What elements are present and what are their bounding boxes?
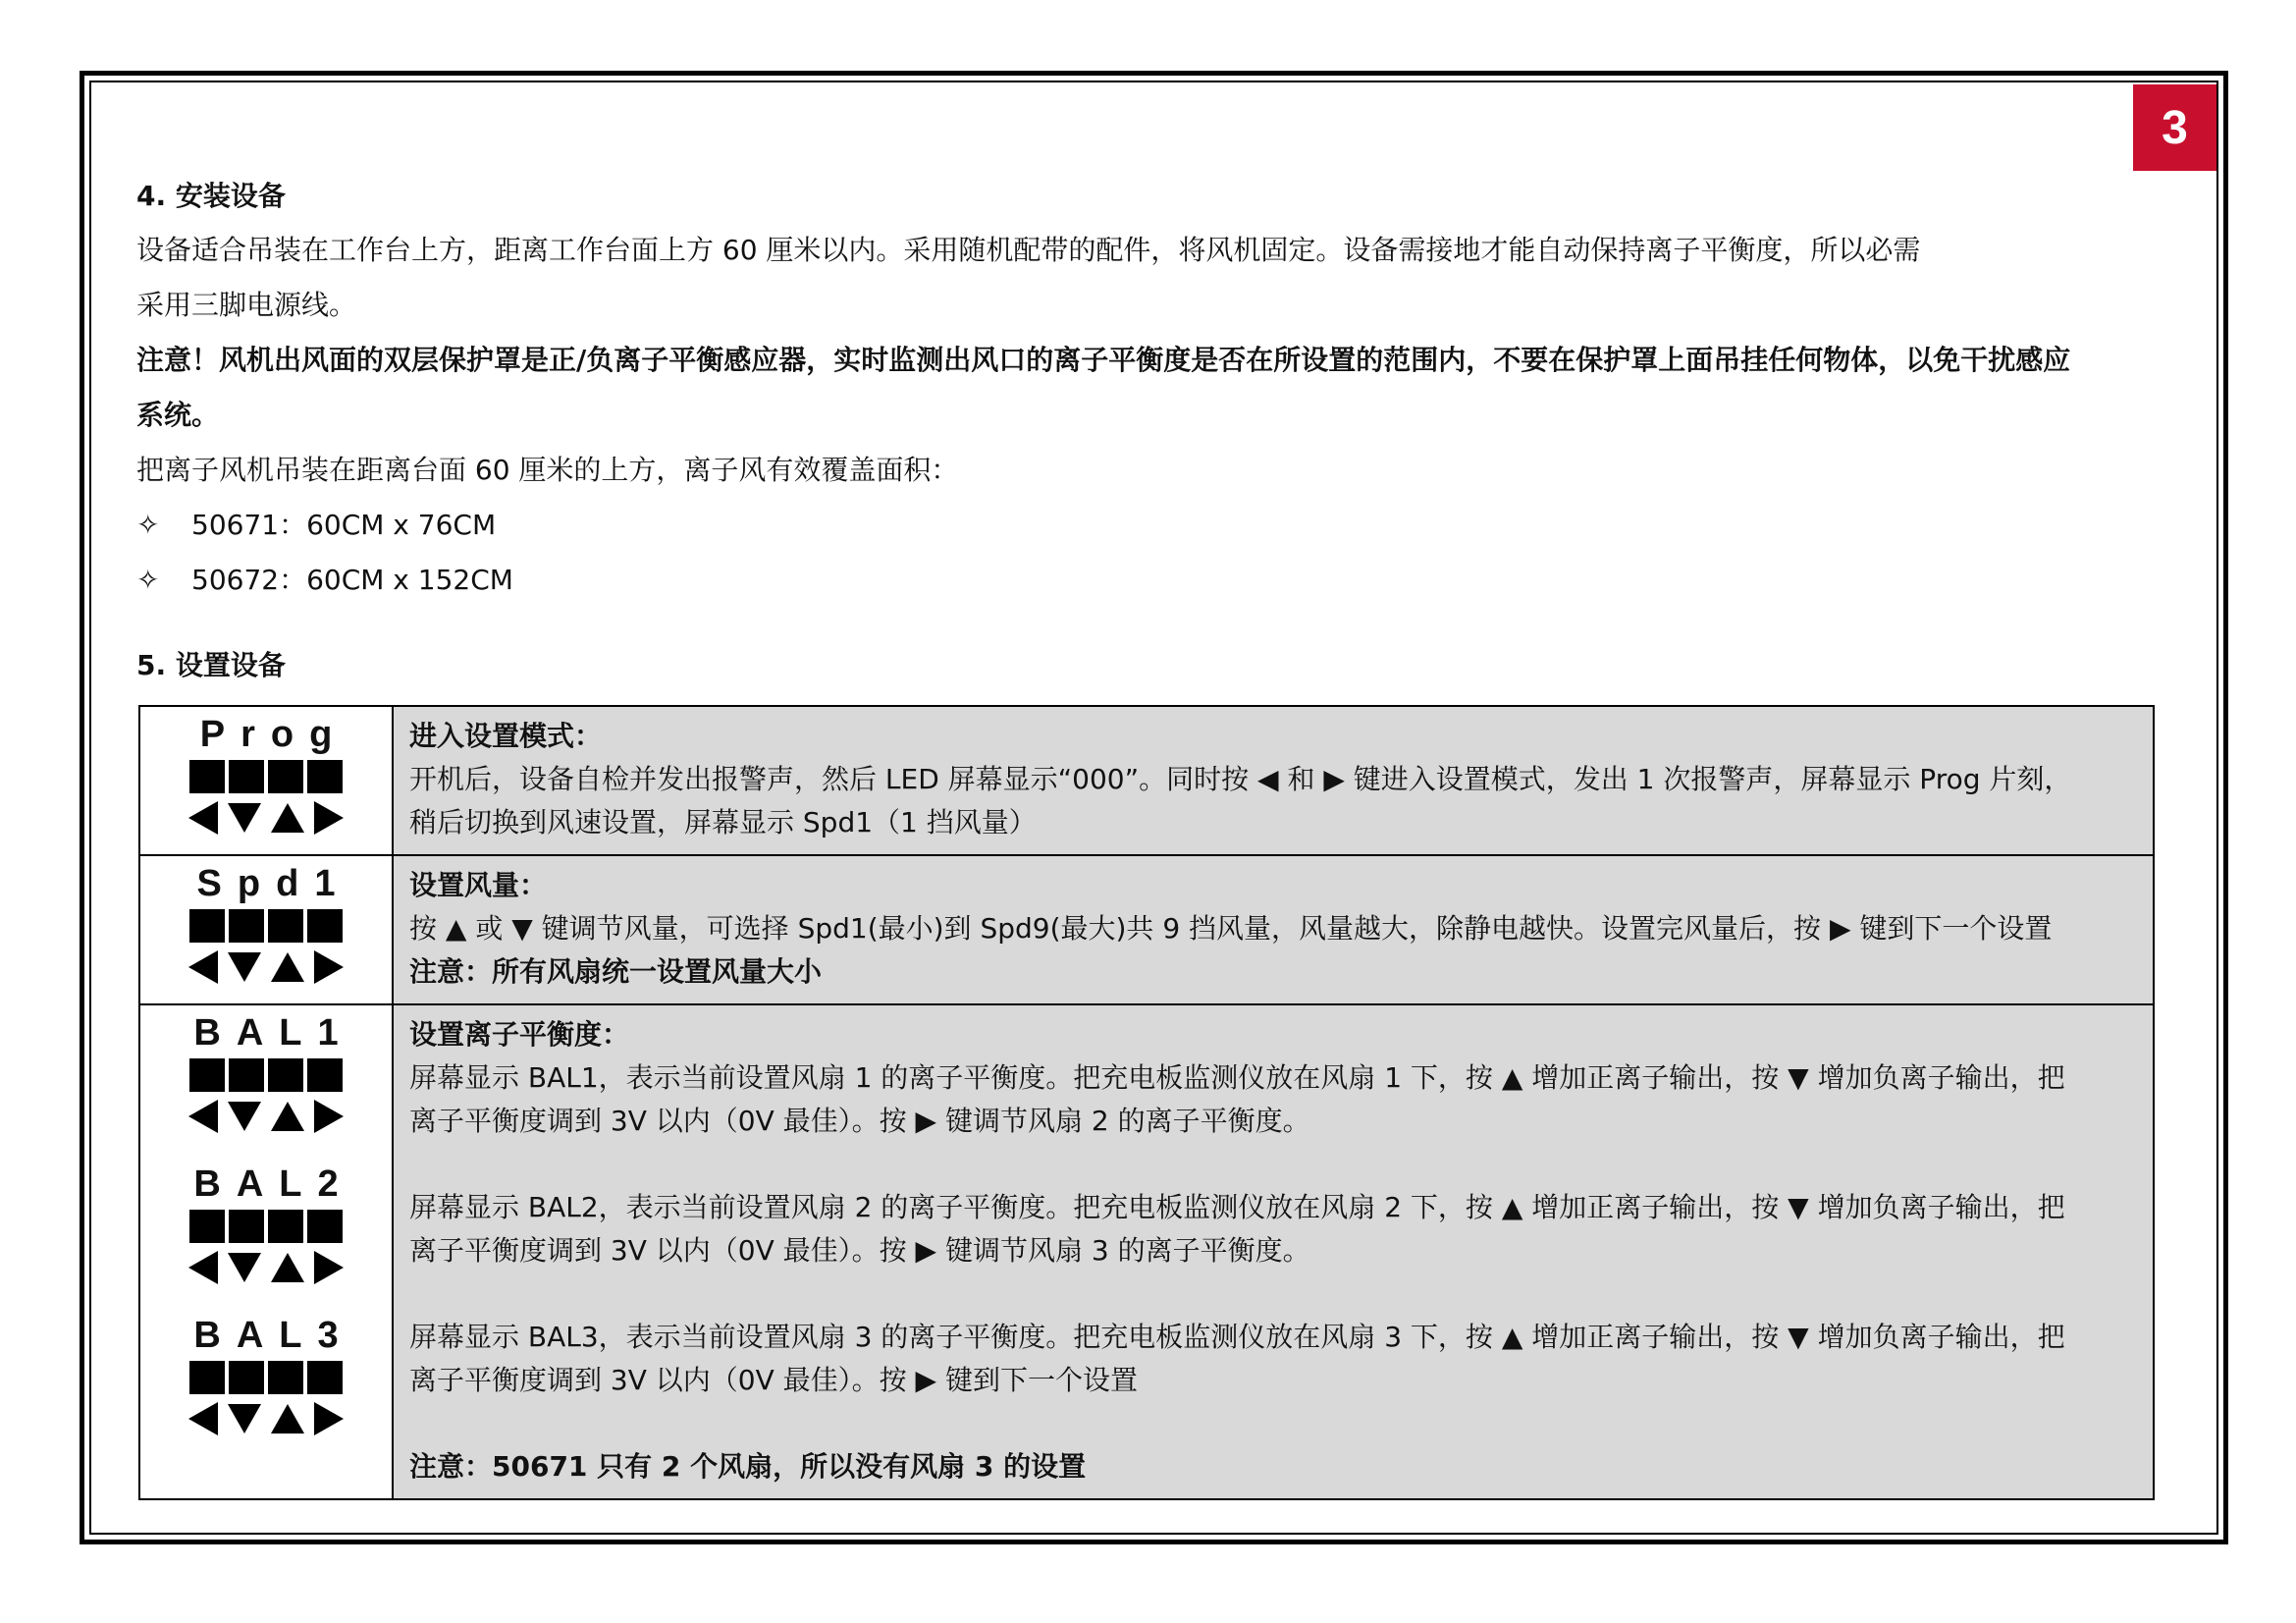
lcd-display (140, 1314, 392, 1437)
right-arrow-icon (314, 1100, 344, 1133)
down-arrow-icon (228, 1253, 261, 1282)
page-number-badge: 3 (2133, 84, 2216, 171)
up-arrow-icon (271, 803, 304, 833)
section4-note-line: 系统。 (136, 399, 220, 431)
row-text-line: 按 ▲ 或 ▼ 键调节风量，可选择 Spd1(最小)到 Spd9(最大)共 9 挡风量，风量越大，除静电越快。设置完风量后，按 ▶ 键到下一个设置 (409, 912, 2053, 945)
left-arrow-icon (188, 801, 218, 835)
lcd-display-label: BAL2 (193, 1163, 354, 1205)
diamond-bullet-icon: ✧ (136, 564, 160, 596)
lcd-display-label: BAL1 (193, 1012, 354, 1054)
lcd-display (140, 1011, 392, 1135)
diamond-bullet-icon: ✧ (136, 509, 160, 541)
row-text-line: 屏幕显示 BAL2，表示当前设置风扇 2 的离子平衡度。把充电板监测仪放在风扇 2 下，按 ▲ 增加正离子输出，按 ▼ 增加负离子输出，把 (409, 1191, 2065, 1223)
up-arrow-icon (271, 1404, 304, 1434)
section4-note-line: 注意！风机出风面的双层保护罩是正/负离子平衡感应器，实时监测出风口的离子平衡度是否在所设置的范围内，不要在保护罩上面吊挂任何物体，以免干扰感应 (136, 344, 2071, 376)
lcd-digit-blocks (140, 1361, 392, 1394)
row-title: 进入设置模式： (409, 720, 603, 752)
down-arrow-icon (228, 803, 261, 833)
row-title: 设置风量： (409, 869, 548, 901)
up-arrow-icon (271, 1253, 304, 1282)
table-row-bal (139, 1004, 2154, 1499)
left-arrow-icon (188, 950, 218, 984)
description-cell (393, 855, 2154, 1004)
lcd-digit-blocks (140, 1058, 392, 1092)
table-row-spd1 (139, 855, 2154, 1004)
lcd-display (140, 862, 392, 986)
lcd-display (140, 1163, 392, 1286)
row-note: 注意：50671 只有 2 个风扇，所以没有风扇 3 的设置 (409, 1450, 1087, 1483)
right-arrow-icon (314, 950, 344, 984)
coverage-list-item (136, 506, 496, 545)
row-text-line: 开机后，设备自检并发出报警声，然后 LED 屏幕显示“000”。同时按 ◀ 和 ▶ 键进入设置模式，发出 1 次报警声，屏幕显示 Prog 片刻， (409, 763, 2072, 795)
row-note: 注意：所有风扇统一设置风量大小 (409, 955, 823, 988)
section4-paragraph-line: 采用三脚电源线。 (136, 289, 357, 321)
description-cell (393, 1004, 2154, 1499)
left-arrow-icon (188, 1100, 218, 1133)
down-arrow-icon (228, 1102, 261, 1131)
row-text-line: 屏幕显示 BAL3，表示当前设置风扇 3 的离子平衡度。把充电板监测仪放在风扇 3 下，按 ▲ 增加正离子输出，按 ▼ 增加负离子输出，把 (409, 1321, 2065, 1353)
settings-table (138, 705, 2155, 1500)
right-arrow-icon (314, 801, 344, 835)
left-arrow-icon (188, 1402, 218, 1435)
lcd-display (140, 713, 392, 837)
coverage-list-item-text: 50672：60CM x 152CM (191, 564, 513, 596)
lcd-arrow-keys (140, 799, 392, 837)
row-text-line: 屏幕显示 BAL1，表示当前设置风扇 1 的离子平衡度。把充电板监测仪放在风扇 1 下，按 ▲ 增加正离子输出，按 ▼ 增加负离子输出，把 (409, 1061, 2065, 1094)
lcd-digit-blocks (140, 760, 392, 793)
row-text-line: 离子平衡度调到 3V 以内（0V 最佳）。按 ▶ 键调节风扇 3 的离子平衡度。 (409, 1234, 1310, 1267)
lcd-display-label: Prog (199, 714, 348, 755)
coverage-list-item-text: 50671：60CM x 76CM (191, 509, 497, 541)
lcd-arrow-keys (140, 948, 392, 986)
table-row-prog (139, 706, 2154, 855)
section4-coverage-intro: 把离子风机吊装在距离台面 60 厘米的上方，离子风有效覆盖面积： (136, 454, 959, 486)
lcd-arrow-keys (140, 1249, 392, 1286)
row-text-line: 离子平衡度调到 3V 以内（0V 最佳）。按 ▶ 键调节风扇 2 的离子平衡度。 (409, 1105, 1310, 1137)
coverage-list-item (136, 561, 513, 600)
left-arrow-icon (188, 1251, 218, 1284)
lcd-display-cell (139, 1004, 393, 1499)
lcd-arrow-keys (140, 1400, 392, 1437)
row-title: 设置离子平衡度： (409, 1018, 630, 1051)
up-arrow-icon (271, 1102, 304, 1131)
lcd-arrow-keys (140, 1098, 392, 1135)
lcd-display-cell (139, 706, 393, 855)
down-arrow-icon (228, 1404, 261, 1434)
section4-paragraph-line: 设备适合吊装在工作台上方，距离工作台面上方 60 厘米以内。采用随机配带的配件，将风机固定。设备需接地才能自动保持离子平衡度，所以必需 (136, 234, 1921, 266)
row-text-line: 离子平衡度调到 3V 以内（0V 最佳）。按 ▶ 键到下一个设置 (409, 1364, 1138, 1396)
lcd-display-label: BAL3 (193, 1315, 354, 1356)
lcd-digit-blocks (140, 1210, 392, 1243)
section4-heading: 4. 安装设备 (136, 180, 286, 212)
right-arrow-icon (314, 1402, 344, 1435)
down-arrow-icon (228, 952, 261, 982)
up-arrow-icon (271, 952, 304, 982)
description-cell (393, 706, 2154, 855)
lcd-digit-blocks (140, 909, 392, 943)
lcd-display-label: Spd1 (196, 863, 351, 904)
lcd-display-cell (139, 855, 393, 1004)
right-arrow-icon (314, 1251, 344, 1284)
section5-heading: 5. 设置设备 (136, 649, 286, 681)
row-text-line: 稍后切换到风速设置，屏幕显示 Spd1（1 挡风量） (409, 806, 1037, 839)
